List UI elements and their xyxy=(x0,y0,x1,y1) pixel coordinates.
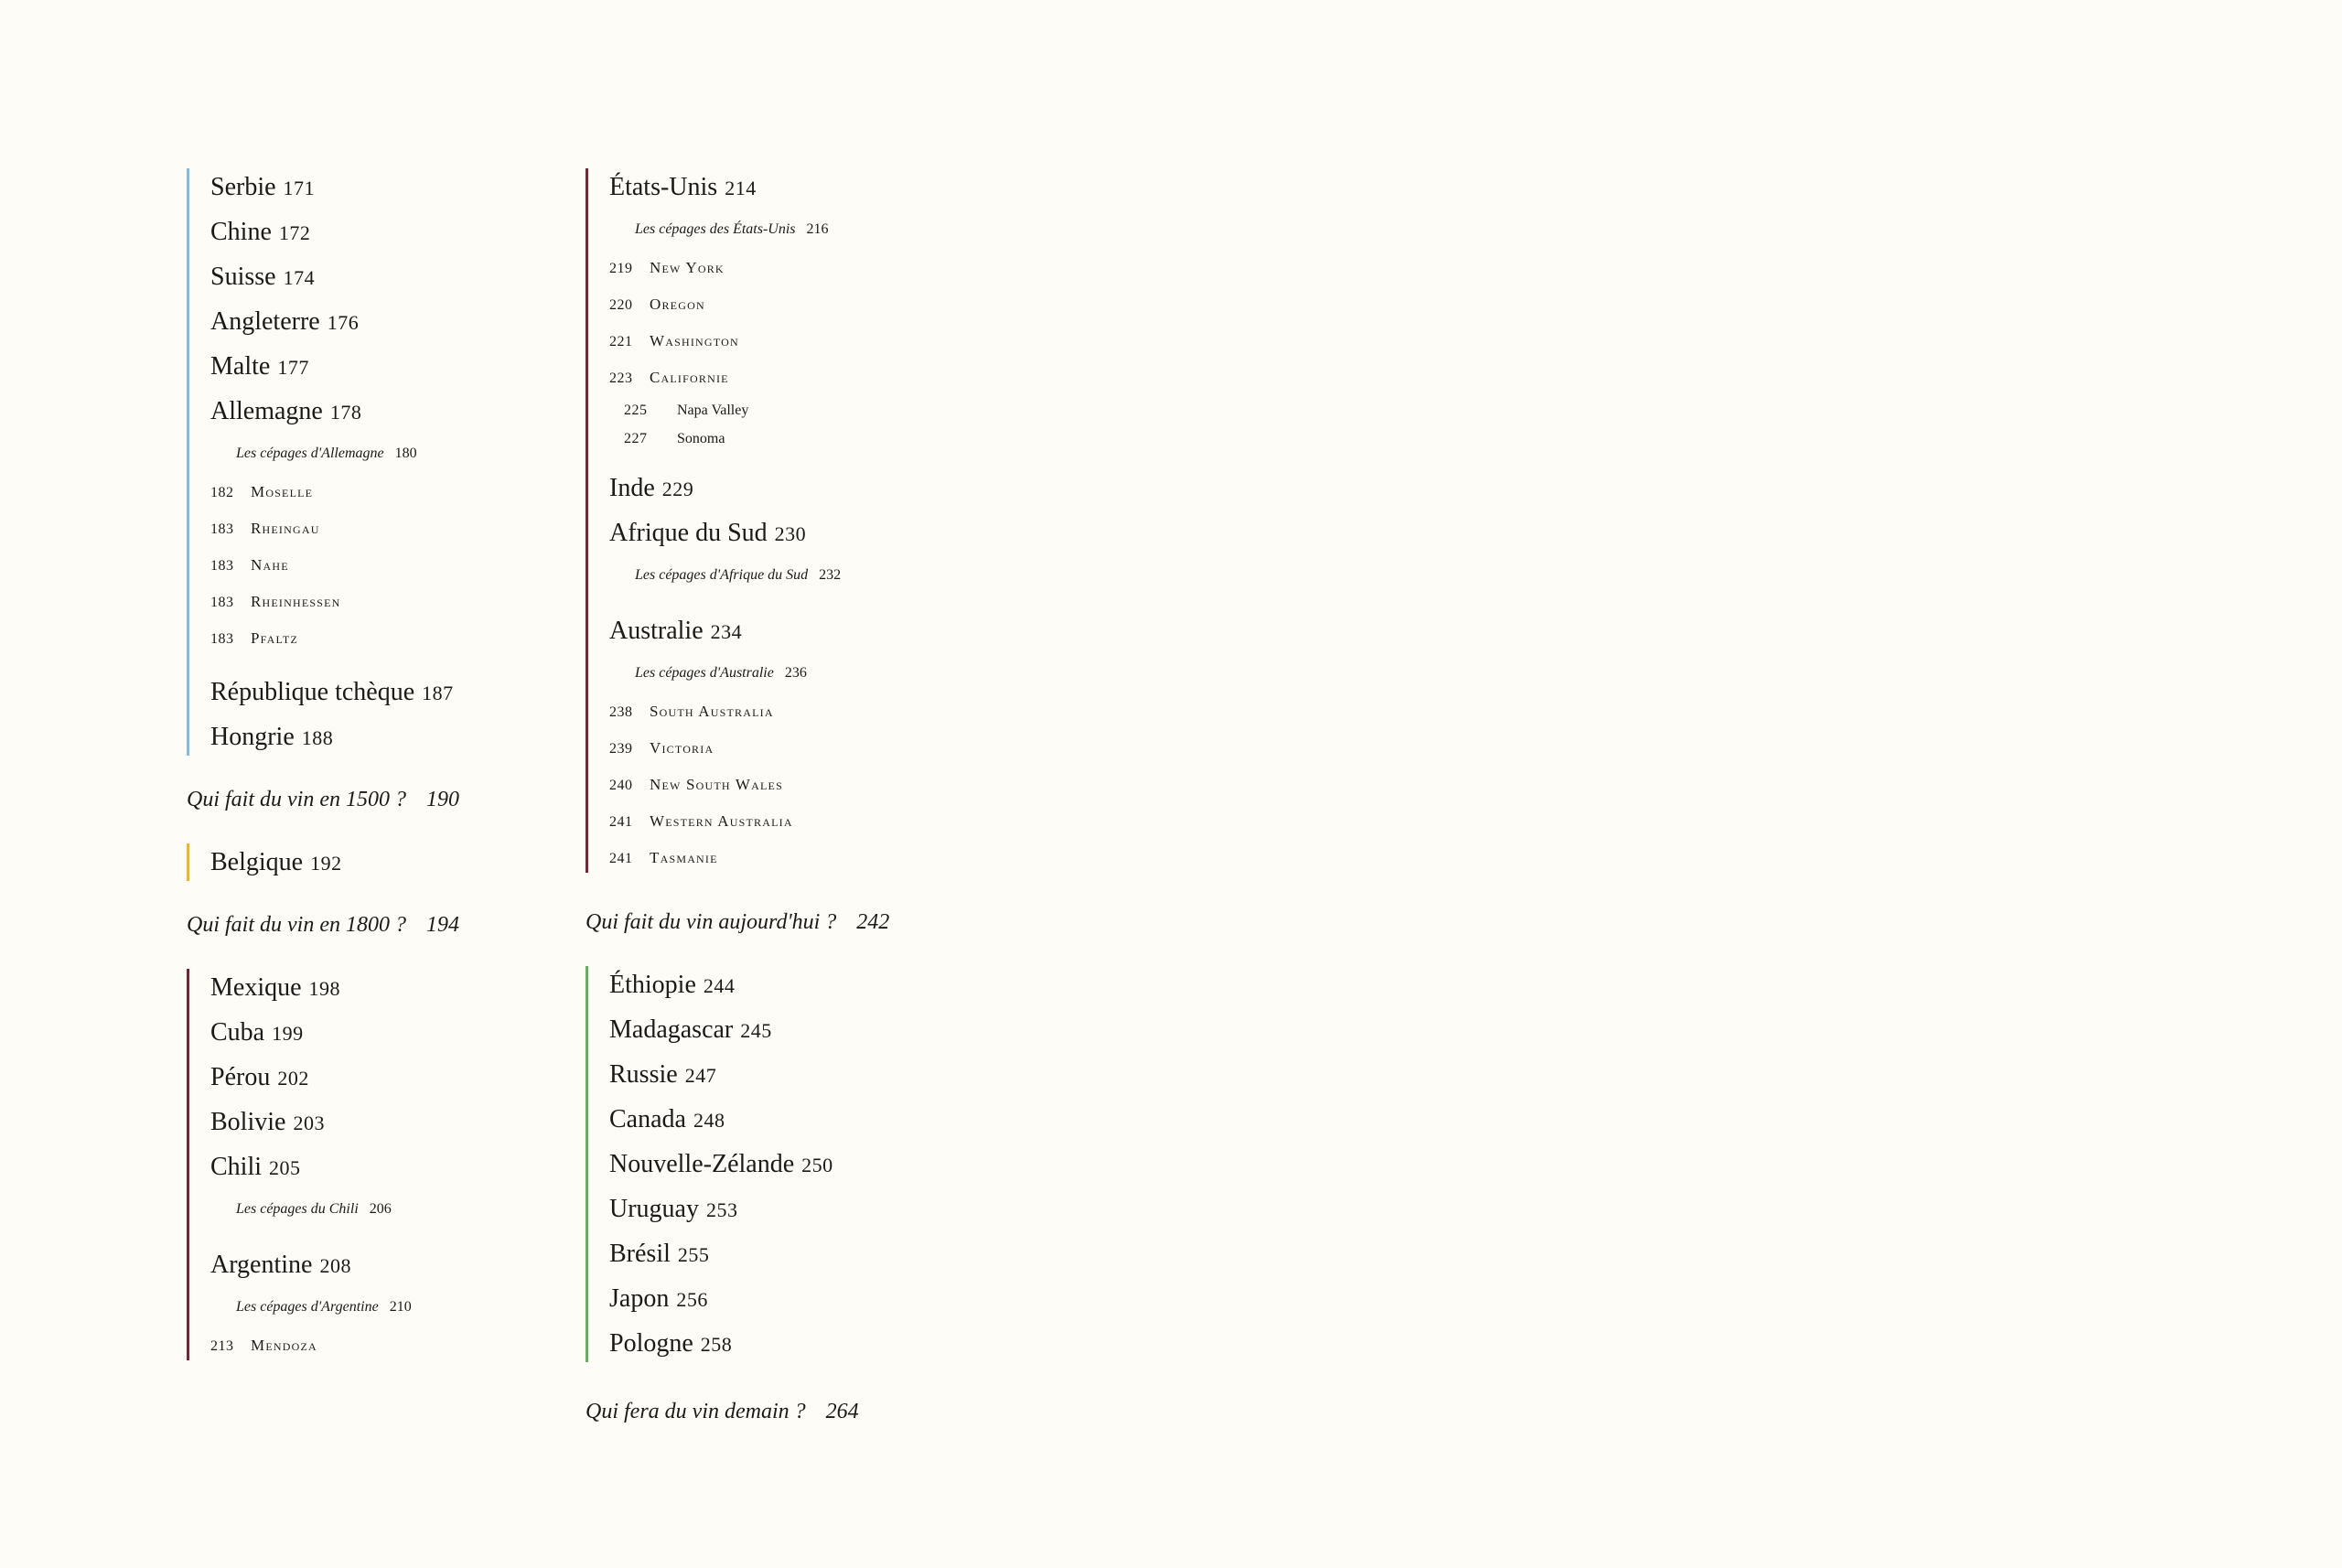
toc-entry-region xyxy=(609,693,970,730)
page-number: 203 xyxy=(293,1112,325,1134)
toc-entry-subregion xyxy=(609,396,970,424)
toc-entry-country xyxy=(609,1097,970,1142)
page-number: 244 xyxy=(703,974,736,997)
entry-title: Victoria xyxy=(650,739,714,757)
toc-entry-cepages xyxy=(609,209,970,250)
page-number: 256 xyxy=(676,1288,708,1311)
page-number: 178 xyxy=(329,401,362,424)
page-number: 245 xyxy=(740,1019,772,1042)
toc-entry-country xyxy=(609,1142,970,1187)
section-question xyxy=(187,781,553,818)
toc-entry-country xyxy=(210,254,553,299)
page-number: 198 xyxy=(308,977,341,1000)
toc-group xyxy=(586,165,970,876)
toc-entry-country xyxy=(609,1052,970,1097)
section-question xyxy=(586,904,970,940)
toc-entry-region xyxy=(609,286,970,323)
page-number: 255 xyxy=(677,1243,710,1266)
entry-title: Cuba xyxy=(210,1018,265,1047)
page-number: 232 xyxy=(819,567,842,583)
toc-entry-region xyxy=(609,250,970,286)
question-text: Qui fait du vin en 1800 ? xyxy=(187,913,406,937)
toc-entry-country xyxy=(609,1007,970,1052)
toc-entry-region xyxy=(609,767,970,803)
page-number: 234 xyxy=(710,620,743,643)
page-number: 192 xyxy=(310,852,342,875)
toc-entry-region xyxy=(210,547,553,584)
entry-title: Tasmanie xyxy=(650,849,718,866)
entry-title: Angleterre xyxy=(210,307,320,336)
toc-entry-region xyxy=(609,803,970,840)
toc-entry-country xyxy=(609,510,970,555)
toc-entry-subregion xyxy=(609,424,970,453)
page-number: 264 xyxy=(825,1400,859,1423)
toc-entry-country xyxy=(210,1242,553,1287)
entry-title: Les cépages d'Argentine xyxy=(236,1299,379,1315)
question-text: Qui fait du vin en 1500 ? xyxy=(187,788,406,811)
spacer xyxy=(609,596,970,608)
page-number: 171 xyxy=(283,177,316,199)
entry-title: Allemagne xyxy=(210,397,323,425)
entry-title: Nahe xyxy=(251,556,289,574)
toc-entry-country xyxy=(210,714,553,759)
page-number: 225 xyxy=(624,403,648,418)
toc-entry-region xyxy=(210,620,553,657)
toc-entry-cepages xyxy=(210,1189,553,1230)
toc-entry-country xyxy=(210,670,553,714)
page-number: 176 xyxy=(327,311,360,334)
page-number: 241 xyxy=(609,814,633,830)
page-number: 248 xyxy=(693,1109,725,1132)
entry-title: Californie xyxy=(650,369,729,386)
entry-title: Rheingau xyxy=(251,520,320,537)
entry-title: Afrique du Sud xyxy=(609,519,768,547)
page-number: 183 xyxy=(210,558,234,574)
page-number: 241 xyxy=(609,851,633,866)
entry-title: Argentine xyxy=(210,1251,313,1279)
entry-title: Rheinhessen xyxy=(251,593,341,610)
page-number: 221 xyxy=(609,334,633,349)
page-number: 172 xyxy=(278,221,311,244)
entry-title: Pfaltz xyxy=(251,629,298,647)
toc-entry-region xyxy=(609,840,970,876)
page-number: 194 xyxy=(425,913,459,937)
toc-entry-country xyxy=(609,1187,970,1231)
spacer xyxy=(210,1230,553,1242)
spacer xyxy=(609,453,970,466)
page-number: 219 xyxy=(609,261,633,276)
entry-title: Western Australia xyxy=(650,812,793,830)
toc-entry-cepages xyxy=(609,555,970,596)
toc-entry-region xyxy=(609,360,970,396)
page-number: 216 xyxy=(806,221,829,237)
entry-title: République tchèque xyxy=(210,678,415,706)
toc-entry-cepages xyxy=(210,1287,553,1327)
page-number: 220 xyxy=(609,297,633,313)
entry-title: Oregon xyxy=(650,295,705,313)
entry-title: Les cépages d'Allemagne xyxy=(236,446,384,461)
entry-title: Les cépages d'Australie xyxy=(635,665,774,681)
page-number: 183 xyxy=(210,521,234,537)
page-number: 230 xyxy=(774,522,807,545)
entry-title: Mexique xyxy=(210,973,302,1002)
toc-entry-country xyxy=(210,1144,553,1189)
toc-entry-region xyxy=(609,730,970,767)
toc-entry-country xyxy=(609,165,970,209)
entry-title: Madagascar xyxy=(609,1015,734,1044)
entry-title: South Australia xyxy=(650,703,774,720)
entry-title: Suisse xyxy=(210,263,276,291)
toc-entry-country xyxy=(210,840,553,885)
entry-title: Pérou xyxy=(210,1063,271,1091)
toc-entry-region xyxy=(210,584,553,620)
toc-group xyxy=(187,840,553,885)
entry-title: Hongrie xyxy=(210,723,295,751)
entry-title: Serbie xyxy=(210,173,276,201)
toc-column-right xyxy=(586,165,970,1430)
entry-title: Inde xyxy=(609,474,655,502)
page-number: 174 xyxy=(283,266,316,289)
page-number: 187 xyxy=(422,682,454,704)
toc-entry-country xyxy=(210,1055,553,1100)
toc-entry-region xyxy=(210,474,553,510)
page-number: 250 xyxy=(801,1154,833,1176)
toc-entry-region xyxy=(609,323,970,360)
toc-entry-country xyxy=(609,962,970,1007)
section-question xyxy=(187,907,553,943)
toc-entry-country xyxy=(210,165,553,209)
entry-title: Les cépages d'Afrique du Sud xyxy=(635,567,809,583)
entry-title: New South Wales xyxy=(650,776,783,793)
entry-title: Washington xyxy=(650,332,739,349)
entry-title: Australie xyxy=(609,617,704,645)
entry-title: Nouvelle-Zélande xyxy=(609,1150,795,1178)
toc-entry-country xyxy=(210,1100,553,1144)
toc-entry-region xyxy=(210,510,553,547)
toc-entry-country xyxy=(210,344,553,389)
entry-title: États-Unis xyxy=(609,173,718,201)
page-number: 199 xyxy=(272,1022,304,1045)
question-text: Qui fait du vin aujourd'hui ? xyxy=(586,910,837,934)
toc-entry-cepages xyxy=(609,653,970,693)
page-number: 239 xyxy=(609,741,633,757)
page-number: 214 xyxy=(725,177,757,199)
page-number: 258 xyxy=(700,1333,733,1356)
toc-entry-country xyxy=(609,1276,970,1321)
entry-title: Chine xyxy=(210,218,272,246)
page-number: 240 xyxy=(609,778,633,793)
toc-entry-country xyxy=(609,1231,970,1276)
page-number: 236 xyxy=(784,665,807,681)
page-number: 202 xyxy=(277,1067,309,1090)
toc-entry-country xyxy=(609,1321,970,1366)
toc-group xyxy=(187,965,553,1364)
page-number: 190 xyxy=(425,788,459,811)
toc-entry-cepages xyxy=(210,434,553,474)
entry-title: Pologne xyxy=(609,1329,693,1358)
entry-title: New York xyxy=(650,259,725,276)
entry-title: Brésil xyxy=(609,1240,671,1268)
entry-title: Uruguay xyxy=(609,1195,699,1223)
page-number: 177 xyxy=(277,356,309,379)
page-number: 213 xyxy=(210,1338,234,1354)
toc-entry-country xyxy=(210,209,553,254)
entry-title: Chili xyxy=(210,1153,263,1181)
page-number: 180 xyxy=(394,446,417,461)
toc-group xyxy=(187,165,553,759)
entry-title: Moselle xyxy=(251,483,314,500)
page-number: 247 xyxy=(684,1064,717,1087)
toc-group xyxy=(586,962,970,1366)
section-question xyxy=(586,1393,970,1430)
page-number: 238 xyxy=(609,704,633,720)
toc-entry-country xyxy=(210,389,553,434)
entry-title: Napa Valley xyxy=(677,403,749,418)
toc-entry-country xyxy=(210,1010,553,1055)
toc-entry-country xyxy=(609,608,970,653)
page-number: 242 xyxy=(856,910,890,934)
page-number: 183 xyxy=(210,631,234,647)
page-number: 227 xyxy=(624,431,648,446)
entry-title: Japon xyxy=(609,1284,670,1313)
toc-entry-country xyxy=(210,299,553,344)
toc-column-left xyxy=(187,165,553,1364)
page-number: 206 xyxy=(369,1201,392,1217)
entry-title: Mendoza xyxy=(251,1337,317,1354)
page-number: 182 xyxy=(210,485,234,500)
page-number: 208 xyxy=(319,1254,351,1277)
entry-title: Les cépages des États-Unis xyxy=(635,221,796,237)
page-number: 188 xyxy=(301,726,334,749)
spacer xyxy=(210,657,553,670)
question-text: Qui fera du vin demain ? xyxy=(586,1400,806,1423)
entry-title: Belgique xyxy=(210,848,304,876)
page-number: 229 xyxy=(661,478,694,500)
page-number: 183 xyxy=(210,595,234,610)
entry-title: Canada xyxy=(609,1105,686,1133)
entry-title: Sonoma xyxy=(677,431,725,446)
toc-entry-country xyxy=(609,466,970,510)
toc-entry-region xyxy=(210,1327,553,1364)
page-number: 223 xyxy=(609,371,633,386)
toc-entry-country xyxy=(210,965,553,1010)
page-number: 205 xyxy=(269,1156,301,1179)
page-number: 210 xyxy=(389,1299,412,1315)
entry-title: Les cépages du Chili xyxy=(236,1201,359,1217)
entry-title: Bolivie xyxy=(210,1108,286,1136)
entry-title: Éthiopie xyxy=(609,971,696,999)
entry-title: Russie xyxy=(609,1060,678,1089)
entry-title: Malte xyxy=(210,352,271,381)
page-number: 253 xyxy=(705,1198,738,1221)
